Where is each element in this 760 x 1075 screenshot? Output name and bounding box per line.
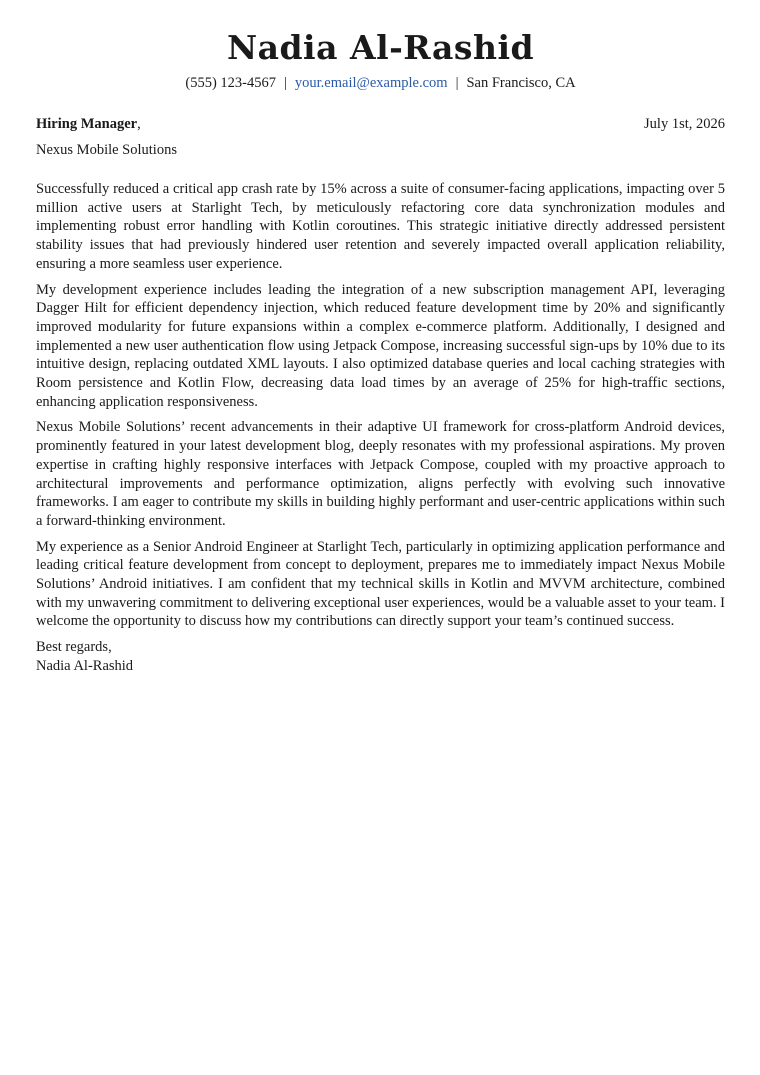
letter-header bbox=[36, 0, 725, 92]
letter-date: July 1st, 2026 bbox=[644, 116, 725, 132]
recipient-date-row bbox=[36, 115, 725, 134]
body-paragraph: Successfully reduced a critical app crash rate by 15% across a suite of consumer-facing applications, impacting over 5 million active users at Starlight Tech, by meticulously refactoring core data synchronization modules and implementing robust error handling with Kotlin coroutines. This strategic initiative directly addressed persistent stability issues that had previously hindered user retention and severely impacted overall application reliability, ensuring a more seamless user experience. bbox=[36, 181, 725, 272]
body-paragraph: My experience as a Senior Android Engineer at Starlight Tech, particularly in optimizing application performance and leading critical feature development from concept to deployment, prepares me to immediately impact Nexus Mobile Solutions’ Android initiatives. I am confident that my technical skills in Kotlin and MVVM architecture, combined with my unwavering commitment to delivering exceptional user experiences, would be a valuable asset to your team. I welcome the opportunity to discuss how my contributions can directly support your team’s continued success. bbox=[36, 538, 725, 630]
letter-body bbox=[36, 180, 725, 631]
email-link[interactable]: your.email@example.com bbox=[294, 75, 448, 91]
closing-salutation: Best regards, bbox=[36, 639, 112, 656]
sender-name: Nadia Al-Rashid bbox=[226, 28, 535, 67]
body-paragraph: Nexus Mobile Solutions’ recent advancements in their adaptive UI framework for cross-platform Android devices, prominently featured in your latest development blog, deeply resonates with my professional aspirations. My proven expertise in crafting highly responsive interfaces with Jetpack Compose, coupled with my proactive approach to architectural improvements and performance optimization, aligns perfectly with evolving such innovative frameworks. I am eager to contribute my skills in building highly performant and user-centric applications within such a forward-thinking environment. bbox=[36, 419, 725, 529]
phone-number: (555) 123-4567 bbox=[185, 75, 276, 91]
signature-name: Nadia Al-Rashid bbox=[36, 658, 134, 675]
recipient-name: Hiring Manager bbox=[36, 116, 138, 132]
contact-separator: | bbox=[455, 75, 459, 91]
contact-line bbox=[36, 74, 725, 92]
contact-separator: | bbox=[284, 75, 287, 91]
cover-letter-page bbox=[36, 0, 725, 676]
letter-closing bbox=[36, 638, 725, 676]
body-paragraph: My development experience includes leading the integration of a new subscription management API, leveraging Dagger Hilt for efficient dependency injection, which reduced feature development time by 20% and significantly improved modularity for future expansions within a complex e-commerce platform. Additionally, I designed and implemented a new user authentication flow using Jetpack Compose, increasing successful sign-ups by 10% due to its intuitive design, replacing outdated XML layouts. I also optimized database queries and local caching strategies with Room persistence and Kotlin Flow, decreasing data load times by an average of 25% for high-traffic sections, enhancing application responsiveness. bbox=[36, 281, 725, 410]
recipient-company: Nexus Mobile Solutions bbox=[36, 142, 177, 158]
recipient-line bbox=[36, 115, 141, 134]
location: San Francisco, CA bbox=[466, 75, 576, 91]
recipient-name-suffix: , bbox=[137, 116, 141, 132]
